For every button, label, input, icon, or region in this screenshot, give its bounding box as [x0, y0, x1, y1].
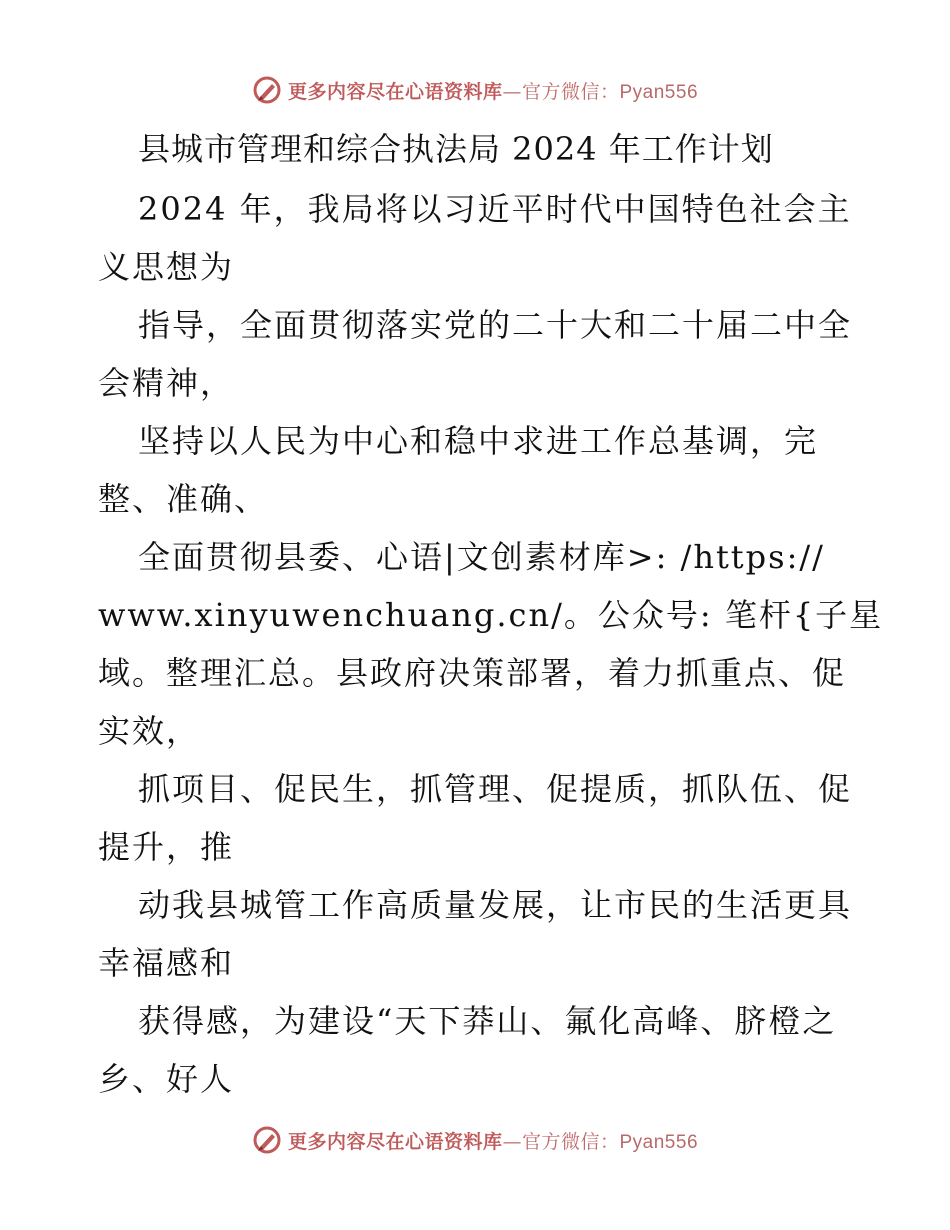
- text-line: 会精神，: [98, 364, 235, 402]
- text-line: 义思想为: [98, 248, 235, 286]
- text-line: 指导，全面贯彻落实党的二十大和二十届二中全: [138, 306, 853, 344]
- text-line: 实效，: [98, 712, 201, 750]
- text-line: 乡、好人: [98, 1060, 235, 1098]
- banner-main-text: 更多内容尽在心语资料库: [287, 80, 503, 103]
- banner-separator: —: [502, 80, 522, 103]
- banner-wechat-id: Pyan556: [619, 81, 699, 103]
- document-body: [98, 118, 884, 1108]
- header-watermark-banner: [0, 70, 950, 110]
- text-line: 提升，推: [98, 828, 235, 866]
- text-line: www.xinyuwenchuang.cn/。公众号: 笔杆{子星: [98, 596, 884, 634]
- banner-label: [288, 77, 698, 104]
- text-line: 动我县城管工作高质量发展，让市民的生活更具: [138, 886, 853, 924]
- banner-main-text: 更多内容尽在心语资料库: [287, 1130, 503, 1153]
- text-line: 全面贯彻县委、心语|文创素材库>: /https://: [138, 538, 825, 576]
- banner-wechat-id: Pyan556: [619, 1131, 699, 1153]
- text-line: 获得感，为建设“天下莽山、氟化高峰、脐橙之: [138, 1002, 837, 1040]
- text-line: 抓项目、促民生，抓管理、促提质，抓队伍、促: [138, 770, 853, 808]
- text-line: 域。整理汇总。县政府决策部署，着力抓重点、促: [98, 654, 847, 692]
- document-title: 县城市管理和综合执法局 2024 年工作计划: [138, 130, 774, 168]
- document-paragraphs: [98, 180, 884, 1108]
- text-line: 2024 年，我局将以习近平时代中国特色社会主: [138, 190, 852, 228]
- banner-separator: —: [502, 1130, 522, 1153]
- text-line: 整、准确、: [98, 480, 269, 518]
- text-line: 幸福感和: [98, 944, 235, 982]
- banner-wechat-label: 官方微信：: [521, 1130, 620, 1153]
- pen-logo-icon: [252, 1125, 282, 1155]
- banner-wechat-label: 官方微信：: [521, 80, 620, 103]
- pen-logo-icon: [252, 75, 282, 105]
- banner-label: [288, 1127, 698, 1154]
- footer-watermark-banner: [0, 1120, 950, 1160]
- text-line: 坚持以人民为中心和稳中求进工作总基调，完: [138, 422, 819, 460]
